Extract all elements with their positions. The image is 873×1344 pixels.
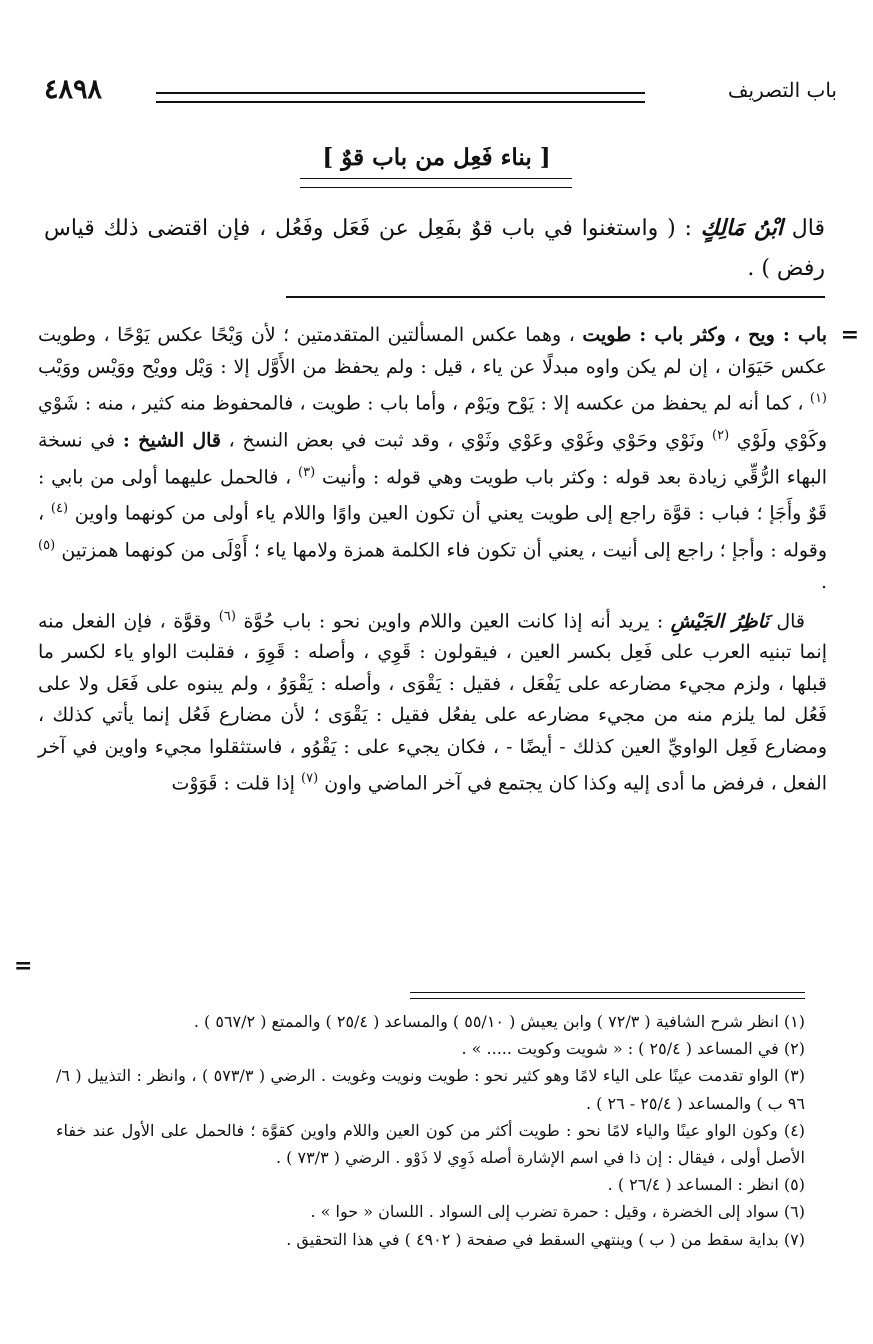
- footnote-6: (٦) سواد إلى الخضرة ، وقيل : حمرة تضرب إلى السواد . اللسان « حوا » .: [310, 1202, 805, 1222]
- body-text: [38, 320, 827, 800]
- footnote-7: (٧) بداية سقط من ( ب ) وينتهي السقط في صفحة ( ٤٩٠٢ ) في هذا التحقيق .: [286, 1229, 805, 1249]
- page-number: ٤٨٩٨: [44, 74, 103, 105]
- quote-separator-rule: [286, 296, 825, 298]
- footnote-ref-1[interactable]: (١): [809, 391, 827, 406]
- paragraph2-author: نَاظِرُ الجَيْشِ: [670, 609, 769, 632]
- footnotes: [56, 1008, 805, 1253]
- paragraph1-text: .: [820, 571, 827, 594]
- paragraph2-text: وقوَّة ، فإن الفعل منه إنما تبنيه العرب على فَعِل بكسر العين ، فيقولون : قَوِي ، وأصله : قَوِوَ ، فقلبت الواو ياء لكسر ما قبلها ، ولزم مجيء مضارعه على يَفْعَل ، فقيل : يَقْوَى ، وأصله : يَقْوَوُ ، ولم يبنوه على فَعَل ولا على فَعُل لما يلزم منه من مجيء مضارعه على يفعُل فقيل : يَقْوَى ؛ لأن مضارع فَعُل إنما يأتي كذلك ، ومضارع فَعِل الواويِّ العين كذلك - أيضًا - ، فكان يجيء على : يَقْوُو ، فاستثقلوا مجيء واوين في آخر الفعل ، فرفض ما أدى إليه وكذا كان يجتمع في آخر الماضي واون: [38, 609, 827, 795]
- continuation-marker-end: =: [14, 953, 33, 979]
- footnote-1: (١) انظر شرح الشافية ( ٧٢/٣ ) وابن يعيش ( ٥٥/١٠ ) والمساعد ( ٢٥/٤ ) والممتع ( ٥٦٧/٢ ) .: [193, 1012, 805, 1031]
- footnote-3: (٣) الواو تقدمت عينًا على الياء لامًا وهو كثير نحو : طويت ونويت وغويت . الرضي ( ٥٧٣/٣ ) ، وانظر : التذييل ( ٦/ ٩٦ ب ) والمساعد ( ٢٥/٤ - ٢٦ ) .: [56, 1066, 805, 1113]
- footnote-ref-7[interactable]: (٧): [301, 771, 319, 787]
- paragraph-commentary-2: [38, 601, 827, 801]
- paragraph1-text: في نسخة البهاء الرُّقِّي زيادة بعد قوله : وكثر باب طويت وهي قوله : وأنيت: [38, 429, 828, 488]
- quote-lead: قال: [791, 216, 825, 241]
- footnote-separator-rule: [410, 992, 805, 999]
- running-header: [44, 74, 837, 114]
- footnote-5: (٥) انظر : المساعد ( ٢٦/٤ ) .: [607, 1175, 805, 1195]
- footnote-ref-4[interactable]: (٤): [50, 501, 69, 517]
- footnote-ref-3[interactable]: (٣): [298, 464, 316, 480]
- paragraph2-text: : يريد أنه إذا كانت العين واللام واوين نحو : باب حُوَّة: [243, 609, 664, 632]
- header-double-rule: [156, 92, 645, 103]
- footnote-ref-2[interactable]: (٢): [712, 427, 730, 443]
- section-heading: [ بناء فَعِل من باب قوٌ ]: [322, 144, 551, 171]
- section-heading-rule: [300, 178, 572, 188]
- paragraph1-text: ، وهما عكس المسألتين المتقدمتين ؛ لأن وَيْحًا عكس يَوْحًا ، وطويت عكس حَيَوَان ، إن لم يكن واوه مبدلًا عن ياء ، قيل : ولم يحفظ من الأَوَّل إلا : وَيْل وويْح ووَيْس ووَيْب: [38, 324, 827, 378]
- quote-text: : ( واستغنوا في باب قوٌ بفَعِل عن فَعَل وفَعُل ، فإن اقتضى ذلك قياس رفض ) .: [44, 216, 825, 281]
- paragraph1-text: ، كما أنه لم يحفظ من عكسه إلا : يَوْح ويَوْم ، وأما باب : طويت ، فالمحفوظ منه كثير ، منه : شَوْي وكَوْي ولَوْي: [38, 392, 827, 452]
- paragraph1-text: ، فالحمل عليهما أولى من بابي : قَوٌ وأَجَإ ؛ فباب : قوَّة راجع إلى طويت يعني أن تكون العين واوًا واللام ياء أولى من كونهما واوين: [38, 465, 827, 525]
- quoted-verse: [44, 208, 825, 289]
- paragraph1-text: ونَوْي وحَوْي وغَوْي وعَوْي وثَوْي ، وقد ثبت في بعض النسخ ،: [228, 429, 705, 452]
- paragraph1-text: ، وقوله : وأجإ ؛ راجع إلى أنيت ، يعني أن تكون فاء الكلمة همزة ولامها ياء ؛ أَوْلَى من كونهما همزتين: [38, 502, 827, 562]
- shaykh-label: قال الشيخ :: [122, 429, 222, 452]
- paragraph-commentary-1: [38, 320, 827, 599]
- continuation-marker-start: =: [840, 322, 859, 348]
- paragraph2-text: إذا قلت : قَوَوْت: [171, 772, 295, 795]
- footnote-ref-5[interactable]: (٥): [38, 538, 56, 554]
- footnote-2: (٢) في المساعد ( ٢٥/٤ ) : « شويت وكويت ..... » .: [461, 1039, 805, 1059]
- footnote-ref-6[interactable]: (٦): [218, 608, 236, 624]
- paragraph2-lead: قال: [776, 609, 805, 632]
- footnote-4: (٤) وكون الواو عينًا والياء لامًا نحو : طويت أكثر من كون العين واللام واوين كقوَّة ؛ فالحمل على الأول عند خفاء الأصل أولى ، فيقال : إن ذا في اسم الإشارة أصله ذَوِي لا ذَوْو . الرضي ( ٧٣/٣ ) .: [56, 1120, 805, 1168]
- chapter-title: باب التصريف: [727, 78, 837, 102]
- quote-author: ابْنُ مَالِكٍ: [700, 215, 783, 241]
- paragraph1-lead: باب : ويح ، وكثر باب : طويت: [582, 324, 827, 346]
